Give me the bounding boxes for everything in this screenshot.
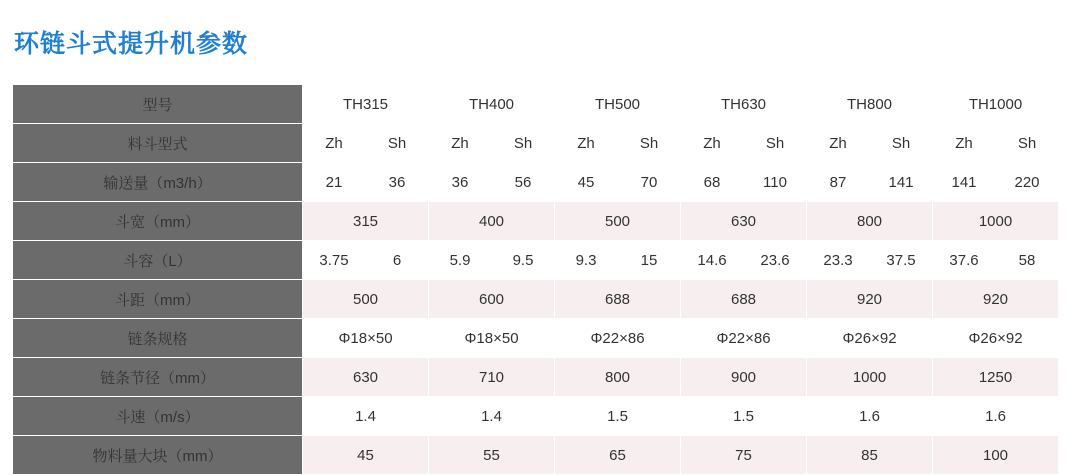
cell-bucket-volume-7: 23.6 — [744, 241, 807, 280]
cell-bucket-volume-3: 9.5 — [492, 241, 555, 280]
cell-chain-spec-0: Φ18×50 — [303, 319, 429, 358]
table-row-bucket-type — [13, 124, 1059, 163]
cell-model-1: TH400 — [429, 85, 555, 124]
cell-bucket-speed-5: 1.6 — [933, 397, 1059, 436]
row-label-max-lump: 物料量大块（mm） — [13, 436, 303, 475]
cell-capacity-3: 56 — [492, 163, 555, 202]
cell-max-lump-1: 55 — [429, 436, 555, 475]
cell-bucket-type-6: Zh — [681, 124, 744, 163]
cell-bucket-volume-9: 37.5 — [870, 241, 933, 280]
cell-capacity-7: 110 — [744, 163, 807, 202]
cell-capacity-9: 141 — [870, 163, 933, 202]
cell-capacity-8: 87 — [807, 163, 870, 202]
cell-bucket-type-10: Zh — [933, 124, 996, 163]
cell-bucket-speed-0: 1.4 — [303, 397, 429, 436]
cell-bucket-volume-8: 23.3 — [807, 241, 870, 280]
cell-capacity-11: 220 — [996, 163, 1059, 202]
cell-bucket-width-3: 630 — [681, 202, 807, 241]
cell-chain-pitch-diameter-4: 1000 — [807, 358, 933, 397]
row-label-bucket-width: 斗宽（mm） — [13, 202, 303, 241]
table-row-bucket-pitch — [13, 280, 1059, 319]
cell-chain-pitch-diameter-2: 800 — [555, 358, 681, 397]
row-label-model: 型号 — [13, 85, 303, 124]
table-row-bucket-speed — [13, 397, 1059, 436]
cell-bucket-volume-11: 58 — [996, 241, 1059, 280]
cell-model-2: TH500 — [555, 85, 681, 124]
cell-max-lump-4: 85 — [807, 436, 933, 475]
spec-table — [12, 84, 1059, 475]
cell-bucket-width-2: 500 — [555, 202, 681, 241]
cell-bucket-width-4: 800 — [807, 202, 933, 241]
cell-chain-spec-4: Φ26×92 — [807, 319, 933, 358]
cell-bucket-pitch-3: 688 — [681, 280, 807, 319]
cell-bucket-pitch-1: 600 — [429, 280, 555, 319]
cell-bucket-volume-1: 6 — [366, 241, 429, 280]
cell-chain-spec-5: Φ26×92 — [933, 319, 1059, 358]
cell-max-lump-2: 65 — [555, 436, 681, 475]
cell-capacity-1: 36 — [366, 163, 429, 202]
cell-bucket-type-7: Sh — [744, 124, 807, 163]
cell-model-4: TH800 — [807, 85, 933, 124]
cell-capacity-4: 45 — [555, 163, 618, 202]
table-row-bucket-volume — [13, 241, 1059, 280]
cell-bucket-pitch-5: 920 — [933, 280, 1059, 319]
cell-bucket-volume-0: 3.75 — [303, 241, 366, 280]
cell-chain-spec-1: Φ18×50 — [429, 319, 555, 358]
cell-bucket-volume-2: 5.9 — [429, 241, 492, 280]
cell-bucket-type-4: Zh — [555, 124, 618, 163]
table-row-chain-spec — [13, 319, 1059, 358]
cell-bucket-pitch-2: 688 — [555, 280, 681, 319]
cell-bucket-type-9: Sh — [870, 124, 933, 163]
cell-max-lump-5: 100 — [933, 436, 1059, 475]
cell-bucket-volume-4: 9.3 — [555, 241, 618, 280]
cell-bucket-type-5: Sh — [618, 124, 681, 163]
table-row-max-lump — [13, 436, 1059, 475]
cell-bucket-volume-5: 15 — [618, 241, 681, 280]
cell-chain-spec-3: Φ22×86 — [681, 319, 807, 358]
table-row-bucket-width — [13, 202, 1059, 241]
spec-table-container — [12, 84, 1058, 475]
cell-bucket-type-3: Sh — [492, 124, 555, 163]
cell-chain-pitch-diameter-0: 630 — [303, 358, 429, 397]
cell-capacity-0: 21 — [303, 163, 366, 202]
cell-capacity-2: 36 — [429, 163, 492, 202]
cell-bucket-volume-10: 37.6 — [933, 241, 996, 280]
page-title: 环链斗式提升机参数 — [14, 30, 249, 58]
row-label-bucket-volume: 斗容（L） — [13, 241, 303, 280]
cell-bucket-width-0: 315 — [303, 202, 429, 241]
cell-bucket-speed-1: 1.4 — [429, 397, 555, 436]
cell-bucket-volume-6: 14.6 — [681, 241, 744, 280]
cell-bucket-speed-2: 1.5 — [555, 397, 681, 436]
cell-bucket-width-5: 1000 — [933, 202, 1059, 241]
row-label-bucket-pitch: 斗距（mm） — [13, 280, 303, 319]
table-row-capacity — [13, 163, 1059, 202]
cell-bucket-type-8: Zh — [807, 124, 870, 163]
cell-chain-pitch-diameter-5: 1250 — [933, 358, 1059, 397]
cell-bucket-type-11: Sh — [996, 124, 1059, 163]
row-label-bucket-type: 料斗型式 — [13, 124, 303, 163]
cell-capacity-6: 68 — [681, 163, 744, 202]
cell-bucket-width-1: 400 — [429, 202, 555, 241]
cell-bucket-speed-3: 1.5 — [681, 397, 807, 436]
cell-chain-spec-2: Φ22×86 — [555, 319, 681, 358]
cell-bucket-speed-4: 1.6 — [807, 397, 933, 436]
row-label-capacity: 输送量（m3/h） — [13, 163, 303, 202]
cell-max-lump-0: 45 — [303, 436, 429, 475]
cell-model-0: TH315 — [303, 85, 429, 124]
cell-bucket-type-2: Zh — [429, 124, 492, 163]
cell-chain-pitch-diameter-1: 710 — [429, 358, 555, 397]
cell-chain-pitch-diameter-3: 900 — [681, 358, 807, 397]
cell-bucket-type-1: Sh — [366, 124, 429, 163]
row-label-chain-pitch-diameter: 链条节径（mm） — [13, 358, 303, 397]
cell-bucket-pitch-0: 500 — [303, 280, 429, 319]
cell-model-3: TH630 — [681, 85, 807, 124]
row-label-bucket-speed: 斗速（m/s） — [13, 397, 303, 436]
cell-bucket-type-0: Zh — [303, 124, 366, 163]
cell-capacity-5: 70 — [618, 163, 681, 202]
table-row-chain-pitch-diameter — [13, 358, 1059, 397]
cell-model-5: TH1000 — [933, 85, 1059, 124]
cell-bucket-pitch-4: 920 — [807, 280, 933, 319]
cell-capacity-10: 141 — [933, 163, 996, 202]
table-row-model — [13, 85, 1059, 124]
cell-max-lump-3: 75 — [681, 436, 807, 475]
row-label-chain-spec: 链条规格 — [13, 319, 303, 358]
